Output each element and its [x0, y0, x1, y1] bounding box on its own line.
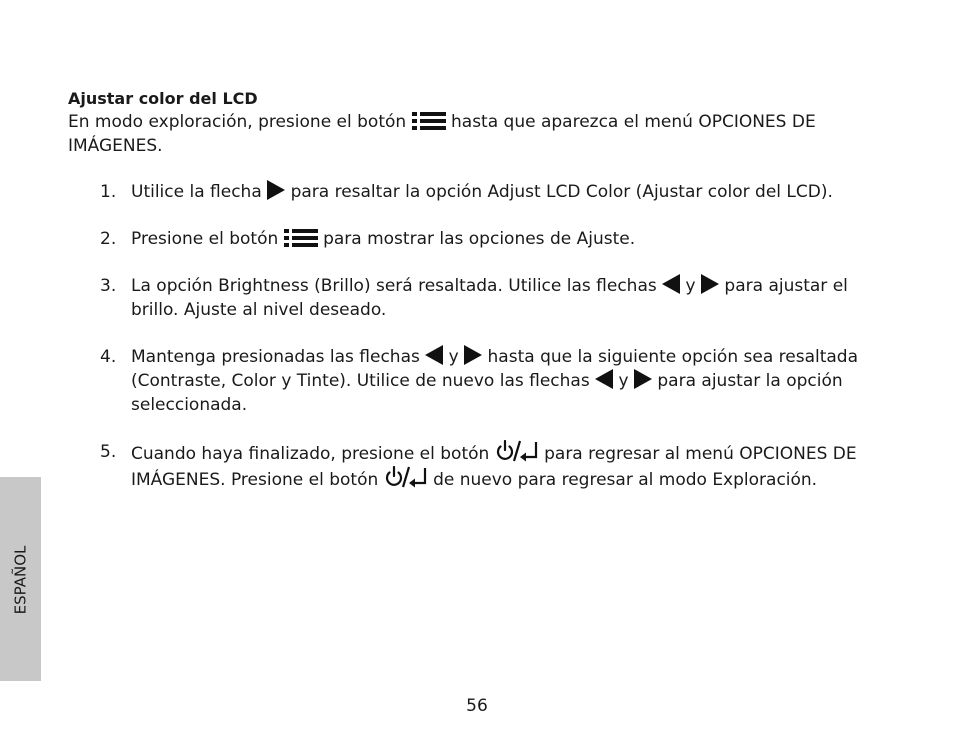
arrow-left-icon: [662, 274, 680, 294]
step-text: para ajustar la opción seleccionada.: [131, 371, 843, 415]
step-number: 3.: [100, 276, 117, 296]
list-item: [100, 440, 890, 492]
language-tab-label: ESPAÑOL: [11, 545, 30, 615]
step-text: y: [685, 276, 696, 296]
step-text: Cuando haya finalizado, presione el botón: [131, 444, 490, 464]
intro-text-1: En modo exploración, presione el botón: [68, 112, 407, 132]
list-item: [100, 345, 890, 417]
intro-text-2: hasta que aparezca el menú OPCIONES DE IMÁGENES.: [68, 112, 816, 156]
step-text: Presione el botón: [131, 229, 279, 249]
power-enter-icon: [384, 466, 428, 488]
step-number: 2.: [100, 229, 117, 249]
section-heading: Ajustar color del LCD: [68, 89, 258, 108]
power-enter-icon: [495, 440, 539, 462]
step-text: y: [618, 371, 629, 391]
step-text: hasta que la siguiente opción sea resaltada (Contraste, Color y Tinte). Utilice de nuevo las flechas: [131, 347, 859, 391]
list-item: [100, 180, 890, 204]
arrow-right-icon: [464, 345, 482, 365]
step-text: Mantenga presionadas las flechas: [131, 347, 420, 367]
step-text: para mostrar las opciones de Ajuste.: [323, 229, 636, 249]
page-number: 56: [466, 696, 488, 716]
list-item: [100, 227, 890, 251]
arrow-right-icon: [701, 274, 719, 294]
step-text: Utilice la flecha: [131, 182, 262, 202]
arrow-right-icon: [634, 369, 652, 389]
step-text: y: [448, 347, 459, 367]
list-item: [100, 274, 890, 322]
step-number: 1.: [100, 182, 117, 202]
step-text: para regresar al menú OPCIONES DE IMÁGENES. Presione el botón: [131, 444, 857, 490]
intro-paragraph: [68, 110, 868, 158]
step-text: La opción Brightness (Brillo) será resaltada. Utilice las flechas: [131, 276, 657, 296]
arrow-right-icon: [267, 180, 285, 200]
step-text: para resaltar la opción Adjust LCD Color (Ajustar color del LCD).: [290, 182, 833, 202]
arrow-left-icon: [425, 345, 443, 365]
menu-icon: [412, 112, 446, 130]
steps-list: [100, 180, 890, 492]
arrow-left-icon: [595, 369, 613, 389]
step-number: 4.: [100, 347, 117, 367]
menu-icon: [284, 229, 318, 247]
step-text: para ajustar el brillo. Ajuste al nivel deseado.: [131, 276, 848, 320]
step-text: de nuevo para regresar al modo Exploración.: [433, 470, 818, 490]
step-number: 5.: [100, 442, 117, 462]
